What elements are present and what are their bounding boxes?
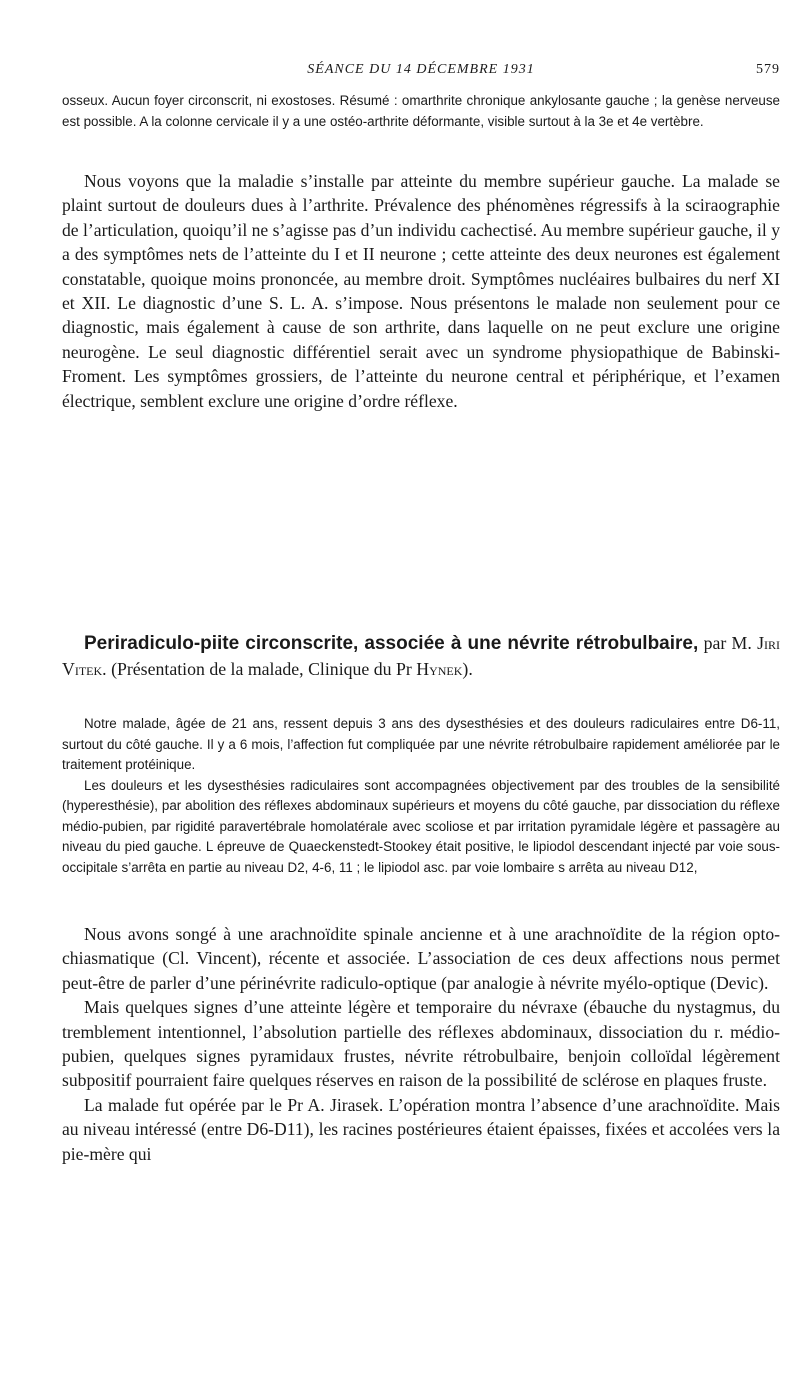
- credit-open: (Présentation de la malade, Clinique du: [111, 658, 396, 679]
- running-title: SÉANCE DU 14 DÉCEMBRE 1931: [307, 62, 535, 77]
- case-paragraph-1: Notre malade, âgée de 21 ans, ressent depuis 3 ans des dysesthésies et des douleurs radiculaires entre D6-11, surtout du côté gauche. Il y a 6 mois, l’affection fut compliquée par une névrite rétrobulbaire rapidement améliorée par le traitement protéinique.: [62, 716, 780, 772]
- main-text-block-1: [62, 169, 780, 413]
- credit-name: Hynek: [416, 658, 463, 679]
- article-author: Jiri Vitek: [62, 633, 781, 679]
- main-paragraph-2: Nous avons songé à une arachnoïdite spinale ancienne et à une arachnoïdite de la région opto-chiasmatique (Cl. Vincent), récente et associée. L’association de ces deux affections nous permet peut-être de parler d’une périnévrite radiculo-optique (par analogie à névrite myélo-optique (Devic).: [62, 924, 780, 993]
- running-header: [62, 62, 780, 82]
- top-paragraph: osseux. Aucun foyer circonscrit, ni exostoses. Résumé : omarthrite chronique ankylosante gauche ; la genèse nerveuse est possible. A la colonne cervicale il y a une ostéo-arthrite déformante, visible surtout à la 3e et 4e vertèbre.: [62, 93, 780, 129]
- main-paragraph-3: Mais quelques signes d’une atteinte légère et temporaire du névraxe (ébauche du nystagmus, du tremblement intentionnel, l’absolution partielle des réflexes abdominaux, dissociation du r. médio-pubien, quelques signes pyramidaux frustes, névrite rétrobulbaire, benjoin colloïdal légèrement subpositif pourraient faire quelques réserves en raison de la possibilité de sclérose en plaques fruste.: [62, 997, 780, 1091]
- case-report-block: [62, 714, 780, 878]
- main-paragraph-4: La malade fut opérée par le Pr A. Jirasek. L’opération montra l’absence d’une arachnoïdite. Mais au niveau intéressé (entre D6-D11), les racines postérieures étaient épaisses, fixées et accolées vers la pie-mère qui: [62, 1094, 780, 1164]
- credit-close: ).: [462, 658, 473, 679]
- article-by: par M.: [703, 633, 752, 653]
- main-text-block-2: [62, 922, 780, 1166]
- page-number: 579: [756, 62, 780, 77]
- article-heading: Periradiculo-piite circonscrite, associée à une névrite rétrobulbaire, par M. Jiri Vitek. (Présentation de la malade, Clinique du Pr Hynek).: [62, 633, 781, 679]
- main-paragraph-1: Nous voyons que la maladie s’installe par atteinte du membre supérieur gauche. La malade se plaint surtout de douleurs dues à l’arthrite. Prévalence des phénomènes régressifs à la sciraographie de l’articulation, quoiqu’il ne s’agisse pas d’un individu cachectisé. Au membre supérieur gauche, il y a des symptômes nets de l’atteinte du I et II neurone ; cette atteinte des deux neurones est également constatable, quoique moins prononcée, au membre droit. Symptômes nucléaires bulbaires du nerf XI et XII. Le diagnostic d’une S. L. A. s’impose. Nous présentons le malade non seulement pour ce diagnostic, mais également à cause de son arthrite, dans laquelle on ne peut exclure une origine neurogène. Le seul diagnostic différentiel serait avec un syndrome physiopathique de Babinski-Froment. Les symptômes grossiers, de l’atteinte du neurone central et périphérique, et l’examen électrique, semblent exclure une origine d’ordre réflexe.: [62, 171, 780, 411]
- case-paragraph-2: Les douleurs et les dysesthésies radiculaires sont accompagnées objectivement par des troubles de la sensibilité (hyperesthésie), par abolition des réflexes abdominaux supérieurs et moyens du côté gauche, par dissociation du réflexe médio-pubien, par rigidité paravertébrale homolatérale avec scoliose et par irritation pyramidale légère et passagère au niveau du pied gauche. L épreuve de Quaeckenstedt-Stookey était positive, le lipiodol descendant injecté par voie sous-occipitale s’arrêta en partie au niveau D2, 4-6, 11 ; le lipiodol asc. par voie lombaire s arrêta au niveau D12,: [62, 777, 780, 875]
- article-title: Periradiculo-piite circonscrite, associée à une névrite rétrobulbaire,: [84, 633, 699, 654]
- credit-prof: Pr: [395, 658, 412, 679]
- top-continuation-block: [62, 91, 780, 132]
